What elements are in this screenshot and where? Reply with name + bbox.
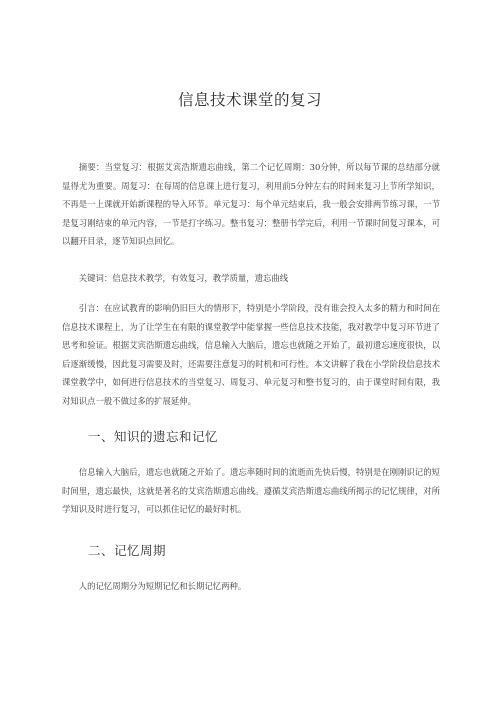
abstract-paragraph: 摘要：当堂复习：根据艾宾浩斯遗忘曲线，第二个记忆周期：30分钟，所以每节课的总结部分就显得尤为重要。周复习：在每周的信息课上进行复习，利用前5分钟左右的时间来复习上节所学知识，不再是一上课就开始新课程的导入环节。单元复习：每个单元结束后，我一般会安排两节练习课，一节是复习刚结束的单元内容，一节是打字练习。整书复习：整册书学完后，利用一节课时间复习课本，可以翻开目录，逐节知识点回忆。 xyxy=(62,162,440,247)
introduction-paragraph: 引言：在应试教育的影响仍旧巨大的情形下，特别是小学阶段，没有谁会投入太多的精力和时间在信息技术课程上，为了让学生在有限的课堂教学中能掌握一些信息技术技能，我对教学中复习环节进了思考和验证。根据艾宾浩斯遗忘曲线，信息输入大脑后，遗忘也就随之开始了，最初遗忘速度很快，以后逐渐缓慢，因此复习需要及时，还需要注意复习的时机和可行性。本文讲解了我在小学阶段信息技术课堂教学中，如何进行信息技术的当堂复习、周复习、单元复习和整书复习的，由于课堂时间有限，我对知识点一般不做过多的扩展延伸。 xyxy=(62,303,440,406)
section-heading-1: 一、知识的遗忘和记忆 xyxy=(88,429,219,444)
section-2-paragraph: 人的记忆周期分为短期记忆和长期记忆两种。 xyxy=(78,581,247,591)
keywords-paragraph: 关键词：信息技术教学，有效复习，教学质量，遗忘曲线 xyxy=(78,273,289,283)
section-heading-2: 二、记忆周期 xyxy=(88,543,167,558)
section-1-paragraph: 信息输入大脑后，遗忘也就随之开始了。遗忘率随时间的流逝而先快后慢，特别是在刚刚识记的短时间里，遗忘最快，这就是著名的艾宾浩斯遗忘曲线。遵循艾宾浩斯遗忘曲线所揭示的记忆规律，对所学知识及时进行复习，可以抓住记忆的最好时机。 xyxy=(62,467,440,515)
document-title: 信息技术课堂的复习 xyxy=(177,91,322,109)
